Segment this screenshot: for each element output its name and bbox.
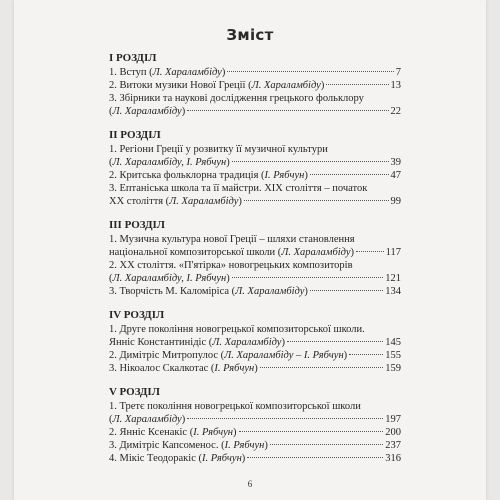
toc-entry-line — [109, 400, 401, 413]
dot-leader — [232, 277, 384, 278]
entry-closing-paren: ) — [226, 157, 230, 168]
entry-closing-paren: ) — [181, 414, 186, 425]
entry-page-number: 134 — [385, 286, 401, 297]
entry-page-number: 22 — [390, 106, 401, 117]
entry-title-text: 3. Творчість М. Каломіріса ( — [109, 286, 236, 297]
entry-page-number: 159 — [385, 363, 401, 374]
toc-entry-line — [109, 195, 401, 208]
entry-closing-paren: ) — [304, 286, 308, 297]
entry-page-number: 39 — [390, 157, 401, 168]
entry-author: І. Рябчун — [224, 440, 265, 451]
toc-entry — [109, 349, 401, 362]
entry-author: І. Рябчун — [201, 453, 242, 464]
entry-text — [109, 260, 353, 271]
dot-leader — [227, 71, 393, 72]
toc-entry — [109, 400, 401, 426]
entry-closing-paren: ) — [320, 80, 325, 91]
entry-title-text: ( — [109, 414, 113, 425]
entry-text — [109, 105, 185, 118]
entry-text — [109, 79, 324, 92]
dot-leader — [247, 457, 383, 458]
entry-page-number: 13 — [390, 80, 401, 91]
entry-title-text: Янніс Константинідіс ( — [109, 337, 213, 348]
entry-text — [109, 324, 365, 335]
toc-entry-line — [109, 233, 401, 246]
entry-author: І. Рябчун — [193, 427, 234, 438]
entry-author: Л. Хараламбіду — [281, 247, 351, 258]
entry-author: Л. Хараламбіду – І. Рябчун — [224, 350, 344, 361]
entry-title-text: 1. Друге покоління новогрецької композиторської школи. — [109, 324, 365, 335]
section-title: І РОЗДІЛ — [109, 52, 157, 64]
section-title: V РОЗДІЛ — [109, 386, 160, 398]
entry-closing-paren: ) — [226, 273, 230, 284]
toc-entry — [109, 285, 401, 298]
toc-entry-line — [109, 182, 401, 195]
toc-entry — [109, 182, 401, 208]
entry-text — [109, 169, 308, 182]
entry-author: Л. Хараламбіду — [112, 414, 182, 425]
entry-author: І. Рябчун — [214, 363, 255, 374]
entry-closing-paren: ) — [254, 363, 258, 374]
entry-title-text: 1. Третє покоління новогрецької композиторської школи — [109, 401, 361, 412]
dot-leader — [187, 418, 383, 419]
toc-entry-line — [109, 439, 401, 452]
entry-title-text: ХХ століття ( — [109, 196, 170, 207]
toc-entry — [109, 452, 401, 465]
toc-entry — [109, 66, 401, 79]
entry-closing-paren: ) — [264, 440, 268, 451]
entry-title-text: 1. Музична культура нової Греції – шляхи становлення — [109, 234, 355, 245]
dot-leader — [187, 110, 388, 111]
entry-title-text: 3. Збірники та наукові дослідження грецького фольклору — [109, 93, 364, 104]
dot-leader — [232, 161, 389, 162]
toc-entry-line — [109, 336, 401, 349]
entry-text — [109, 452, 245, 465]
entry-author: Л. Хараламбіду — [251, 80, 321, 91]
dot-leader — [260, 367, 384, 368]
toc-entry-line — [109, 285, 401, 298]
toc-entry-line — [109, 92, 401, 105]
entry-title-text: ( — [109, 157, 113, 168]
toc-entry — [109, 233, 401, 259]
toc-entry — [109, 362, 401, 375]
toc-entry — [109, 323, 401, 349]
toc-entry — [109, 426, 401, 439]
entry-text — [109, 93, 364, 104]
toc-entry-line — [109, 169, 401, 182]
toc-entry — [109, 169, 401, 182]
toc-section — [109, 309, 401, 375]
entry-author: Л. Хараламбіду — [112, 106, 182, 117]
toc-entry-line — [109, 259, 401, 272]
book-page — [14, 0, 486, 500]
entry-closing-paren: ) — [233, 427, 237, 438]
entry-text — [109, 195, 242, 208]
entry-page-number: 99 — [390, 196, 401, 207]
table-of-contents — [109, 52, 401, 476]
entry-author: Л. Хараламбіду — [235, 286, 305, 297]
entry-page-number: 47 — [390, 170, 401, 181]
entry-page-number: 117 — [385, 247, 401, 258]
entry-title-text: 2. Янніс Ксенакіс ( — [109, 427, 194, 438]
entry-title-text: 4. Мікіс Теодоракіс ( — [109, 453, 202, 464]
toc-entry — [109, 259, 401, 285]
entry-title-text: 3. Димітріс Капсоменос. ( — [109, 440, 225, 451]
entry-page-number: 237 — [385, 440, 401, 451]
entry-closing-paren: ) — [181, 106, 186, 117]
section-title: ІІІ РОЗДІЛ — [109, 219, 165, 231]
entry-title-text: національної композиторської школи ( — [109, 247, 282, 258]
entry-text — [109, 336, 285, 349]
entry-page-number: 121 — [385, 273, 401, 284]
entry-author: І. Рябчун — [264, 170, 305, 181]
dot-leader — [326, 84, 388, 85]
toc-section — [109, 129, 401, 208]
dot-leader — [287, 341, 383, 342]
entry-closing-paren: ) — [241, 453, 246, 464]
entry-title-text: 2. ХХ століття. «П'ятірка» новогрецьких композиторів — [109, 260, 353, 271]
entry-text — [109, 66, 225, 79]
toc-entry-line — [109, 105, 401, 118]
entry-closing-paren: ) — [281, 337, 285, 348]
toc-entry-line — [109, 413, 401, 426]
dot-leader — [310, 174, 389, 175]
entry-text — [109, 234, 355, 245]
entry-title-text: 3. Ептаніська школа та її майстри. ХІХ століття – початок — [109, 183, 368, 194]
entry-page-number: 145 — [385, 337, 401, 348]
entry-text — [109, 272, 230, 285]
entry-author: Л. Хараламбіду, І. Рябчун — [112, 157, 227, 168]
entry-title-text: 2. Критська фольклорна традиція ( — [109, 170, 265, 181]
dot-leader — [244, 200, 389, 201]
entry-page-number: 197 — [385, 414, 401, 425]
toc-entry-line — [109, 79, 401, 92]
entry-text — [109, 439, 268, 452]
dot-leader — [310, 290, 383, 291]
toc-section — [109, 52, 401, 118]
entry-closing-paren: ) — [221, 67, 226, 78]
entry-title-text: 1. Регіони Греції у розвитку її музичної культури — [109, 144, 328, 155]
entry-text — [109, 156, 230, 169]
entry-title-text: 2. Димітріс Митропулос ( — [109, 350, 225, 361]
entry-page-number: 155 — [385, 350, 401, 361]
entry-text — [109, 246, 354, 259]
toc-entry — [109, 439, 401, 452]
entry-author: Л. Хараламбіду — [212, 337, 282, 348]
toc-entry-line — [109, 246, 401, 259]
entry-text — [109, 285, 308, 298]
section-title: IV РОЗДІЛ — [109, 309, 165, 321]
entry-title-text: 1. Вступ ( — [109, 67, 153, 78]
entry-author: Л. Хараламбіду — [152, 67, 222, 78]
entry-text — [109, 183, 367, 194]
toc-entry-line — [109, 66, 401, 79]
entry-page-number: 316 — [385, 453, 401, 464]
entry-title-text: ( — [109, 273, 113, 284]
toc-section — [109, 219, 401, 298]
entry-text — [109, 413, 185, 426]
entry-title-text: ( — [109, 106, 113, 117]
toc-entry-line — [109, 272, 401, 285]
page-number: 6 — [247, 479, 253, 489]
entry-text — [109, 144, 328, 155]
entry-author: Л. Хараламбіду, І. Рябчун — [112, 273, 227, 284]
toc-section — [109, 386, 401, 465]
dot-leader — [239, 431, 384, 432]
toc-entry-line — [109, 362, 401, 375]
toc-entry — [109, 92, 401, 118]
entry-text — [109, 349, 347, 362]
toc-entry-line — [109, 426, 401, 439]
entry-text — [109, 401, 361, 412]
toc-entry — [109, 143, 401, 169]
entry-title-text: 3. Нікоалос Скалкотас ( — [109, 363, 215, 374]
entry-closing-paren: ) — [238, 196, 242, 207]
toc-entry-line — [109, 143, 401, 156]
entry-page-number: 7 — [395, 67, 401, 78]
entry-closing-paren: ) — [350, 247, 354, 258]
toc-entry — [109, 79, 401, 92]
section-title: ІІ РОЗДІЛ — [109, 129, 161, 141]
entry-author: Л. Хараламбіду — [169, 196, 239, 207]
entry-text — [109, 426, 237, 439]
entry-text — [109, 362, 258, 375]
toc-entry-line — [109, 323, 401, 336]
page-title: Зміст — [226, 26, 274, 44]
dot-leader — [356, 251, 384, 252]
entry-closing-paren: ) — [343, 350, 348, 361]
toc-entry-line — [109, 452, 401, 465]
toc-entry-line — [109, 349, 401, 362]
entry-title-text: 2. Витоки музики Нової Греції ( — [109, 80, 252, 91]
dot-leader — [349, 354, 383, 355]
entry-page-number: 200 — [385, 427, 401, 438]
dot-leader — [270, 444, 383, 445]
toc-entry-line — [109, 156, 401, 169]
entry-closing-paren: ) — [304, 170, 308, 181]
